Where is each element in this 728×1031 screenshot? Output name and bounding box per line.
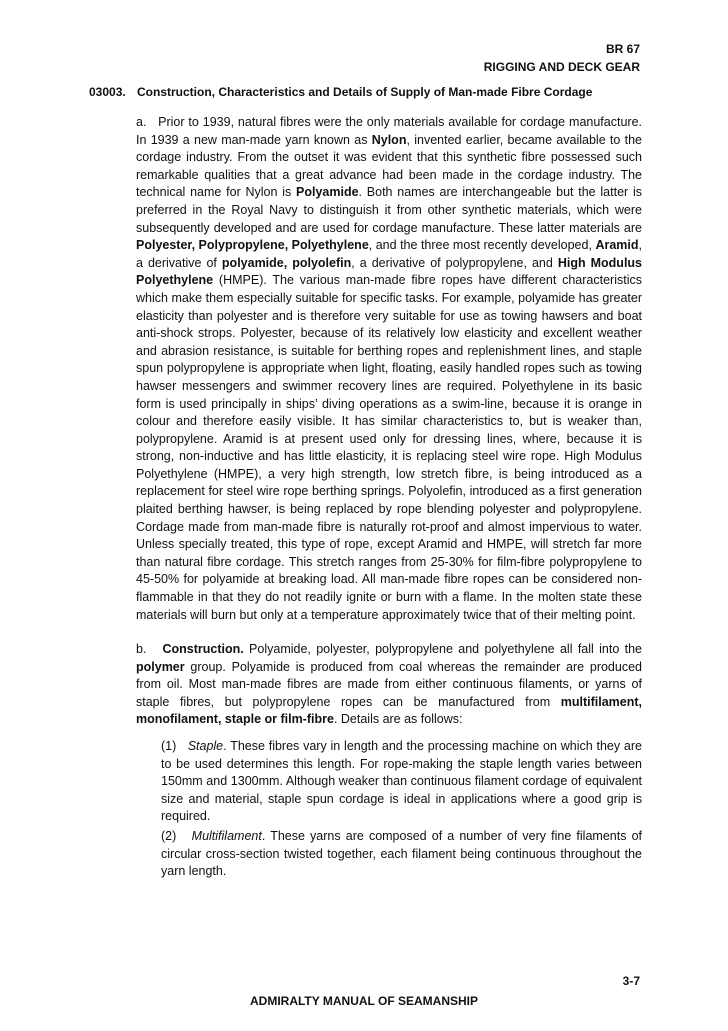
text-run: , invented earlier, became available to the cordage industry. From the outset it was evident that this synthetic fibre possessed such remarkable qualities that a great advance had been made in the cordage industry. The technical name for Nylon is <box>136 132 642 200</box>
text-run: Prior to 1939, natural fibres were the only materials available for cordage manufacture. In 1939 a new man-made yarn known as <box>136 115 642 147</box>
text-run: . Both names are interchangeable but the latter is preferred in the Royal Navy to distinguish it from other synthetic materials, which were subsequently developed and are used for cordage manufacture. These latter materials are <box>136 185 642 235</box>
text-run: group. Polyamide is produced from coal whereas the remainder are produced from oil. Most man-made fibres are made from either continuous filaments, or yarns of staple fibres, but polypropylene ropes can be manufactured from <box>136 659 642 709</box>
bold-term: Polyester, Polypropylene, Polyethylene <box>136 238 369 253</box>
text-run: , and the three most recently developed, <box>368 238 596 253</box>
header-doc-code: BR 67 <box>605 42 640 56</box>
bold-term: Nylon <box>371 132 407 147</box>
bold-term: polymer <box>136 659 185 674</box>
subparagraph-label: (2) <box>161 829 177 843</box>
article-heading <box>89 84 642 101</box>
text-run: , a derivative of <box>136 238 642 270</box>
bold-term: polyamide, polyolefin <box>221 255 352 270</box>
header-section-title: RIGGING AND DECK GEAR <box>483 60 640 74</box>
bold-term: High Modulus Polyethylene <box>136 255 643 288</box>
article-number: 03003. <box>89 85 126 99</box>
text-run: . Details are as follows: <box>333 712 463 727</box>
bold-term: multifilament, monofilament, staple or film-fibre <box>136 694 642 727</box>
bold-term: Aramid <box>595 238 639 253</box>
subparagraph-staple <box>161 738 642 826</box>
paragraph-b <box>136 641 642 729</box>
subparagraph-multifilament <box>161 828 642 881</box>
paragraph-label: b. <box>136 642 147 656</box>
article-title: Construction, Characteristics and Details of Supply of Man-made Fibre Cordage <box>137 85 593 99</box>
text-run: , a derivative of polypropylene, and <box>351 255 558 270</box>
text-run: Polyamide, polyester, polypropylene and polyethylene all fall into the <box>243 642 642 656</box>
bold-term: Polyamide <box>296 185 359 200</box>
subparagraph-label: (1) <box>161 739 177 753</box>
footer-manual-title: ADMIRALTY MANUAL OF SEAMANSHIP <box>250 994 478 1008</box>
italic-term: Multifilament <box>191 829 262 843</box>
text-run: . These fibres vary in length and the processing machine on which they are to be used determines this length. For rope-making the staple length varies between 150mm and 1300mm. Although weaker than continuous filament cordage of equivalent size and material, staple spun cordage is ideal in applications where a good grip is required. <box>161 739 642 824</box>
text-run: . These yarns are composed of a number of very fine filaments of circular cross-section twisted together, each filament being continuous throughout the yarn length. <box>161 829 642 879</box>
italic-term: Staple <box>187 739 224 753</box>
paragraph-a <box>136 114 642 624</box>
bold-term: Construction. <box>162 642 244 656</box>
paragraph-label: a. <box>136 115 147 129</box>
page-number: 3-7 <box>622 974 640 988</box>
text-run: (HMPE). The various man-made fibre ropes have different characteristics which make them especially suitable for specific tasks. For example, polyamide has greater elasticity than polyester and is therefore very suitable for use as towing hawsers and boat anti-shock strops. Polyester, because of its relatively low elasticity and excellent weather and abrasion resistance, is suitable for berthing ropes and replenishment lines, and staple spun polypropylene is appropriate when light, floating, easily handled ropes such as towing hawser messengers and swimmer recovery lines are required. Polyethylene in its basic form is used principally in ships’ diving operations as a swim-line, because it is orange in colour and therefore easily visible. It has similar characteristics to, but is weaker than, polypropylene. Aramid is at present used only for dressing lines, where, because it is strong, non-inductive and has little elasticity, it is replacing steel wire rope. High Modulus Polyethylene (HMPE), a very high strength, low stretch fibre, is being introduced as a replacement for steel wire rope berthing springs. Polyolefin, introduced as a first generation plaited berthing hawser, is being replaced by rope blending polyester and polypropylene. Cordage made from man-made fibre is naturally rot-proof and almost impervious to water. Unless specially treated, this type of rope, except Aramid and HMPE, will stretch far more than natural fibre cordage. This stretch ranges from 25-30% for film-fibre polypropylene to 45-50% for polyamide at breaking load. All man-made fibre ropes can be considered non-flammable in that they do not readily ignite or burn with a flame. In the molten state these materials will burn but only at a temperature approximately twice that of their melting point. <box>136 273 642 622</box>
